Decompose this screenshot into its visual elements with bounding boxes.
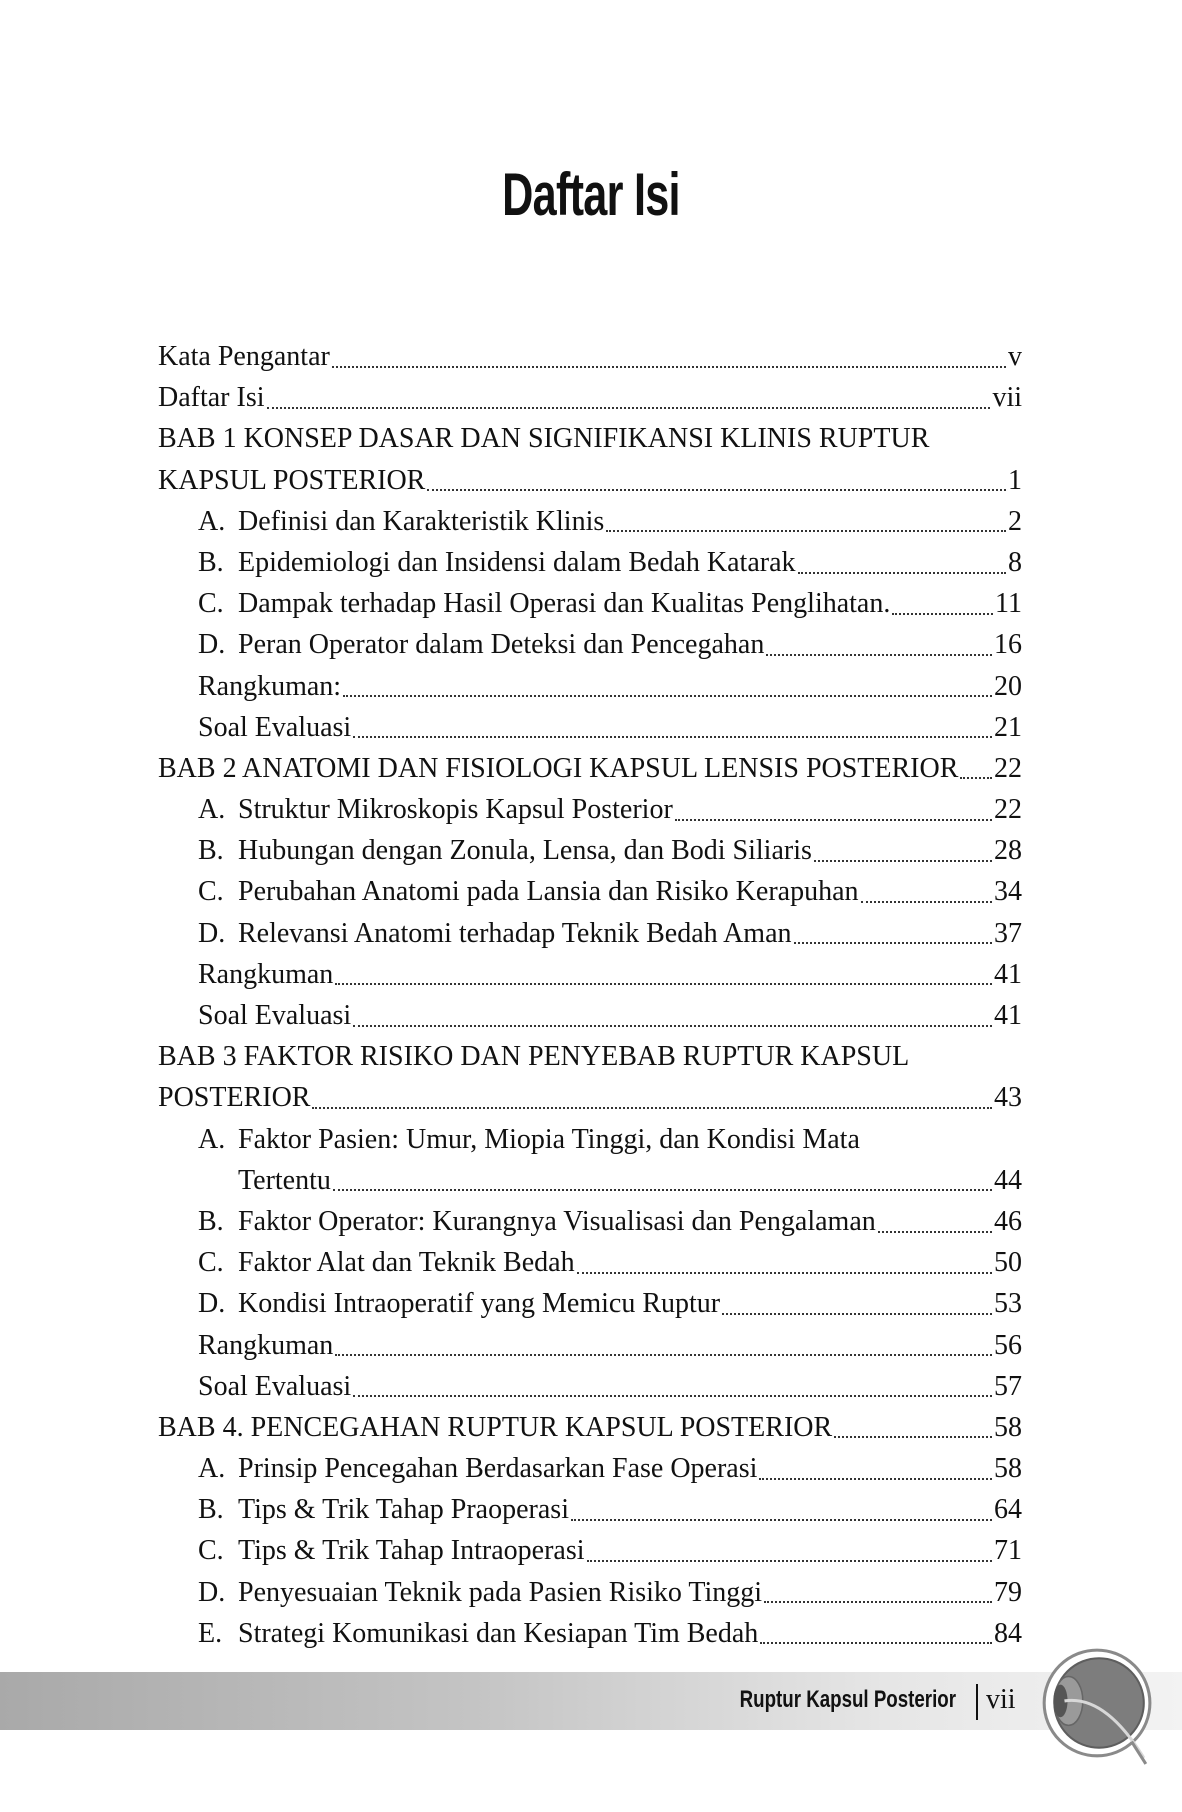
- toc-entry[interactable]: [158, 707, 1022, 748]
- toc-entry-text: Rangkuman: [198, 1329, 334, 1361]
- toc-entry-letter: B.: [198, 1494, 224, 1526]
- toc-entry-letter: E.: [198, 1617, 223, 1649]
- toc-entry[interactable]: [158, 789, 1022, 830]
- toc-entry-page: v: [1008, 341, 1022, 372]
- toc-entry-page: 21: [994, 711, 1022, 743]
- footer-page-number: vii: [986, 1684, 1016, 1715]
- dot-leader: [267, 407, 991, 409]
- toc-entry-page: 84: [994, 1617, 1022, 1649]
- toc-entry-label: [198, 501, 604, 542]
- dot-leader: [834, 1436, 992, 1438]
- toc-entry[interactable]: [158, 1036, 1022, 1077]
- toc-entry-text: Tips & Trik Tahap Praoperasi: [238, 1494, 569, 1526]
- toc-entry[interactable]: [158, 1366, 1022, 1407]
- toc-entry-letter: C.: [198, 876, 224, 908]
- toc-entry-label: [198, 1530, 585, 1571]
- toc-entry-letter: D.: [198, 629, 226, 661]
- toc-entry-text: Soal Evaluasi: [198, 711, 352, 743]
- page-title: Daftar Isi: [502, 161, 680, 228]
- toc-entry[interactable]: [158, 624, 1022, 665]
- toc-entry-text: Faktor Pasien: Umur, Miopia Tinggi, dan Kondisi Mata: [238, 1123, 860, 1155]
- toc-entry-letter: A.: [198, 1123, 226, 1155]
- toc-entry-text: Soal Evaluasi: [198, 1000, 352, 1031]
- toc-entry-label: [198, 1119, 860, 1160]
- dot-leader: [760, 1642, 992, 1644]
- toc-entry-text: Relevansi Anatomi terhadap Teknik Bedah Aman: [238, 917, 792, 949]
- toc-entry-label: [158, 1407, 832, 1448]
- toc-entry[interactable]: [158, 418, 1022, 459]
- toc-entry-page: 34: [994, 876, 1022, 908]
- dot-leader: [814, 860, 992, 862]
- toc-entry-letter: A.: [198, 1453, 226, 1485]
- dot-leader: [335, 983, 992, 985]
- toc-entry-text: Struktur Mikroskopis Kapsul Posterior: [238, 794, 673, 826]
- toc-entry-label: [238, 1160, 331, 1201]
- toc-entry[interactable]: [158, 830, 1022, 871]
- toc-entry-page: 1: [1008, 464, 1022, 496]
- toc-entry-text: BAB 1 KONSEP DASAR DAN SIGNIFIKANSI KLINIS RUPTUR: [158, 423, 930, 455]
- toc-entry-label: [158, 336, 330, 377]
- toc-entry-label: [198, 1366, 351, 1407]
- toc-entry-page: 58: [994, 1453, 1022, 1485]
- toc-entry-page: 22: [994, 794, 1022, 826]
- toc-entry-label: [198, 542, 796, 583]
- toc-entry-letter: B.: [198, 546, 224, 578]
- toc-entry[interactable]: [158, 913, 1022, 954]
- table-of-contents: [158, 336, 1022, 1654]
- toc-entry[interactable]: [158, 1530, 1022, 1571]
- toc-entry-text: Peran Operator dalam Deteksi dan Pencegahan: [238, 629, 765, 661]
- toc-entry[interactable]: [158, 748, 1022, 789]
- toc-entry-label: [198, 624, 764, 665]
- toc-entry-text: Tips & Trik Tahap Intraoperasi: [238, 1535, 585, 1567]
- toc-entry-page: 57: [994, 1370, 1022, 1402]
- toc-entry-text: BAB 3 FAKTOR RISIKO DAN PENYEBAB RUPTUR KAPSUL: [158, 1041, 910, 1073]
- toc-entry-text: Faktor Alat dan Teknik Bedah: [238, 1247, 575, 1279]
- dot-leader: [675, 819, 992, 821]
- toc-entry-page: 44: [994, 1164, 1022, 1196]
- toc-entry-page: 50: [994, 1247, 1022, 1279]
- toc-entry[interactable]: [158, 377, 1022, 418]
- footer-book-title: Ruptur Kapsul Posterior: [739, 1686, 956, 1713]
- toc-entry-page: 56: [994, 1329, 1022, 1361]
- toc-entry-label: [198, 1201, 876, 1242]
- toc-entry-text: BAB 2 ANATOMI DAN FISIOLOGI KAPSUL LENSIS POSTERIOR: [158, 752, 959, 784]
- toc-entry-text: Faktor Operator: Kurangnya Visualisasi dan Pengalaman: [238, 1205, 876, 1237]
- toc-entry-letter: C.: [198, 1247, 224, 1279]
- toc-entry-label: [158, 460, 425, 501]
- toc-entry-text: Perubahan Anatomi pada Lansia dan Risiko Kerapuhan: [238, 876, 859, 908]
- toc-entry[interactable]: [158, 542, 1022, 583]
- toc-entry-label: [198, 583, 890, 624]
- dot-leader: [335, 1354, 992, 1356]
- toc-entry-letter: D.: [198, 917, 226, 949]
- toc-entry[interactable]: [158, 1077, 1022, 1118]
- toc-entry-label: [198, 1448, 757, 1489]
- toc-entry-label: [198, 707, 351, 748]
- toc-entry-letter: C.: [198, 588, 224, 620]
- toc-entry-label: [158, 1077, 310, 1118]
- toc-entry-letter: A.: [198, 794, 226, 826]
- dot-leader: [332, 366, 1006, 368]
- toc-entry-label: [198, 995, 351, 1036]
- toc-entry-label: [198, 1325, 333, 1366]
- toc-entry-page: 64: [994, 1494, 1022, 1526]
- toc-entry[interactable]: [158, 1242, 1022, 1283]
- toc-entry[interactable]: [158, 1201, 1022, 1242]
- toc-entry-page: 41: [994, 958, 1022, 990]
- toc-entry-page: 37: [994, 917, 1022, 949]
- dot-leader: [606, 530, 1006, 532]
- toc-entry-text: Prinsip Pencegahan Berdasarkan Fase Operasi: [238, 1453, 758, 1485]
- toc-entry-page: 11: [995, 588, 1022, 620]
- toc-entry-text: Dampak terhadap Hasil Operasi dan Kualitas Penglihatan.: [238, 588, 891, 620]
- toc-entry[interactable]: [158, 1572, 1022, 1613]
- toc-entry[interactable]: [158, 1613, 1022, 1654]
- dot-leader: [427, 489, 1006, 491]
- toc-entry-letter: A.: [198, 505, 226, 537]
- toc-entry-text: Hubungan dengan Zonula, Lensa, dan Bodi Siliaris: [238, 835, 812, 867]
- toc-entry-letter: B.: [198, 1205, 224, 1237]
- toc-entry-label: [198, 871, 859, 912]
- toc-entry-label: [198, 1242, 575, 1283]
- toc-entry[interactable]: [158, 1119, 1022, 1160]
- dot-leader: [312, 1107, 992, 1109]
- dot-leader: [353, 1395, 992, 1397]
- toc-entry-page: vii: [992, 382, 1022, 414]
- toc-entry[interactable]: [158, 666, 1022, 707]
- dot-leader: [960, 777, 992, 779]
- toc-entry[interactable]: [158, 583, 1022, 624]
- dot-leader: [577, 1272, 992, 1274]
- toc-entry-page: 46: [994, 1205, 1022, 1237]
- dot-leader: [333, 1189, 992, 1191]
- footer-separator: [976, 1684, 978, 1720]
- toc-entry-text: Kata Pengantar: [158, 341, 330, 372]
- toc-entry-label: [158, 377, 265, 418]
- dot-leader: [861, 901, 993, 903]
- eye-anatomy-icon: [1034, 1644, 1156, 1766]
- dot-leader: [798, 572, 1006, 574]
- toc-entry-page: 79: [994, 1576, 1022, 1608]
- toc-entry-letter: C.: [198, 1535, 224, 1567]
- toc-entry[interactable]: [158, 460, 1022, 501]
- dot-leader: [343, 695, 992, 697]
- dot-leader: [878, 1231, 992, 1233]
- toc-entry-label: [198, 1489, 569, 1530]
- toc-entry-page: 53: [994, 1288, 1022, 1320]
- toc-entry-page: 41: [994, 1000, 1022, 1031]
- toc-entry[interactable]: [158, 1448, 1022, 1489]
- toc-entry-label: [198, 913, 792, 954]
- dot-leader: [571, 1519, 992, 1521]
- toc-entry-text: Strategi Komunikasi dan Kesiapan Tim Bedah: [238, 1617, 759, 1649]
- toc-entry-page: 43: [994, 1082, 1022, 1114]
- toc-entry-text: Definisi dan Karakteristik Klinis: [238, 505, 605, 537]
- dot-leader: [722, 1313, 992, 1315]
- toc-entry-label: [158, 418, 929, 459]
- toc-entry[interactable]: [158, 1325, 1022, 1366]
- toc-entry-text: Rangkuman:: [198, 670, 342, 702]
- toc-entry-text: Daftar Isi: [158, 382, 265, 414]
- toc-entry-text: POSTERIOR: [158, 1082, 311, 1114]
- toc-entry-text: KAPSUL POSTERIOR: [158, 464, 426, 496]
- toc-entry-page: 16: [994, 629, 1022, 661]
- dot-leader: [353, 1025, 992, 1027]
- toc-entry-page: 2: [1008, 505, 1022, 537]
- toc-entry-text: Epidemiologi dan Insidensi dalam Bedah Katarak: [238, 546, 796, 578]
- toc-entry-label: [198, 789, 673, 830]
- toc-entry[interactable]: [158, 954, 1022, 995]
- toc-entry[interactable]: [158, 1489, 1022, 1530]
- toc-entry-page: 28: [994, 835, 1022, 867]
- toc-entry-letter: D.: [198, 1288, 226, 1320]
- toc-entry-label: [198, 1613, 758, 1654]
- toc-entry[interactable]: [158, 871, 1022, 912]
- toc-entry-page: 58: [994, 1411, 1022, 1443]
- dot-leader: [892, 613, 993, 615]
- dot-leader: [794, 942, 992, 944]
- toc-entry-text: Tertentu: [238, 1164, 331, 1196]
- toc-entry-page: 20: [994, 670, 1022, 702]
- toc-entry[interactable]: [158, 1283, 1022, 1324]
- toc-entry-page: 22: [994, 752, 1022, 784]
- toc-entry-label: [198, 1572, 762, 1613]
- toc-entry-letter: D.: [198, 1576, 226, 1608]
- dot-leader: [587, 1560, 993, 1562]
- toc-entry[interactable]: [158, 1160, 1022, 1201]
- toc-entry[interactable]: [158, 336, 1022, 377]
- dot-leader: [764, 1601, 992, 1603]
- toc-entry-label: [198, 830, 812, 871]
- toc-entry-letter: B.: [198, 835, 224, 867]
- toc-entry-text: Rangkuman: [198, 958, 334, 990]
- toc-entry-label: [198, 954, 333, 995]
- toc-entry-text: Kondisi Intraoperatif yang Memicu Ruptur: [238, 1288, 721, 1320]
- toc-entry-text: Penyesuaian Teknik pada Pasien Risiko Tinggi: [238, 1576, 763, 1608]
- dot-leader: [766, 654, 992, 656]
- toc-entry-label: [198, 1283, 720, 1324]
- dot-leader: [759, 1478, 992, 1480]
- toc-entry[interactable]: [158, 1407, 1022, 1448]
- toc-entry-page: 8: [1008, 546, 1022, 578]
- toc-entry[interactable]: [158, 995, 1022, 1036]
- toc-entry-label: [158, 748, 958, 789]
- toc-entry-label: [158, 1036, 909, 1077]
- toc-entry[interactable]: [158, 501, 1022, 542]
- dot-leader: [353, 736, 992, 738]
- toc-entry-label: [198, 666, 341, 707]
- toc-entry-page: 71: [994, 1535, 1022, 1567]
- toc-entry-text: BAB 4. PENCEGAHAN RUPTUR KAPSUL POSTERIOR: [158, 1411, 833, 1443]
- toc-entry-text: Soal Evaluasi: [198, 1370, 352, 1402]
